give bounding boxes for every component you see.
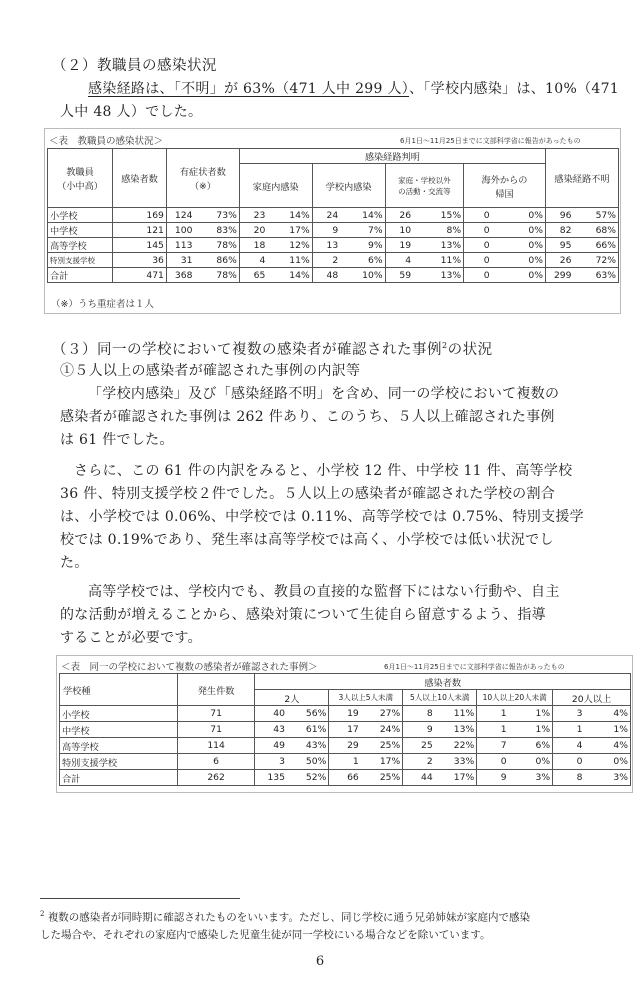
cell-count: 0 [464, 238, 492, 253]
cell-count: 1 [553, 722, 585, 738]
cell-percent: 9% [340, 238, 385, 253]
cell-count: 29 [329, 738, 361, 754]
cell-percent: 63% [573, 268, 618, 283]
t2-h-c3: 5人以上10人未満 [403, 690, 477, 706]
cell-count: 1 [477, 722, 509, 738]
section2-underlined-text: 感染経路は、「不明」が 63%（471 人中 299 人） [88, 81, 410, 97]
cell-count: 368 [166, 268, 194, 283]
cell-count: 4 [239, 253, 267, 268]
row-label: 合計 [48, 268, 113, 283]
footnote [40, 906, 600, 944]
cell-count: 40 [255, 706, 287, 722]
cell-count: 100 [166, 223, 194, 238]
t1-h-unknown: 感染経路不明 [545, 149, 618, 208]
cell-percent: 13% [413, 268, 463, 283]
cell-count: 114 [177, 738, 255, 754]
table2-caption-note: 6月1日～11月25日までに文部科学省に報告があったもの [384, 663, 565, 671]
cell-count: 43 [255, 722, 287, 738]
table-row [60, 722, 631, 738]
cell-percent: 33% [435, 754, 477, 770]
cell-percent: 0% [492, 208, 546, 223]
cell-count: 9 [312, 223, 340, 238]
section3-heading [52, 338, 493, 359]
cell-count: 82 [545, 223, 573, 238]
cell-percent: 86% [194, 253, 239, 268]
footnote-line1-text: 複数の感染者が同時期に確認されたものをいいます。ただし、同じ学校に通う兄弟姉妹が家庭内で感染 [47, 911, 530, 924]
section2-heading: （２）教職員の感染状況 [52, 58, 217, 74]
row-label: 中学校 [48, 223, 113, 238]
table2 [59, 673, 631, 786]
cell-count: 7 [477, 738, 509, 754]
cell-percent: 78% [194, 238, 239, 253]
row-label: 特別支援学校 [48, 253, 113, 268]
s3-p1-l3: は 61 件でした。 [60, 432, 174, 448]
cell-percent: 0% [492, 238, 546, 253]
section2-para-line1 [88, 78, 619, 101]
cell-percent: 10% [340, 268, 385, 283]
t1-h-symptom: 有症状者数 （※） [166, 149, 239, 208]
cell-percent: 1% [509, 722, 553, 738]
cell-count: 4 [385, 253, 413, 268]
t1-h-row-label: 教職員 （小中高） [48, 149, 113, 208]
section2-para-line2: 人中 48 人）でした。 [60, 104, 203, 120]
cell-percent: 66% [573, 238, 618, 253]
t1-h-route: 感染経路判明 [239, 149, 545, 164]
cell-count: 145 [113, 238, 167, 253]
table1-note: （※）うち重症者は１人 [51, 299, 154, 310]
t2-h-c2: 3人以上5人未満 [329, 690, 403, 706]
cell-count: 8 [403, 706, 435, 722]
cell-count: 0 [464, 253, 492, 268]
cell-percent: 6% [340, 253, 385, 268]
s3-p3-l3: することが必要です。 [60, 630, 202, 646]
cell-count: 65 [239, 268, 267, 283]
cell-count: 0 [464, 223, 492, 238]
cell-percent: 24% [361, 722, 403, 738]
cell-percent: 7% [340, 223, 385, 238]
cell-percent: 3% [585, 770, 631, 786]
cell-percent: 8% [413, 223, 463, 238]
cell-percent: 4% [585, 706, 631, 722]
cell-count: 124 [166, 208, 194, 223]
cell-count: 71 [177, 706, 255, 722]
t1-h-outside: 家庭・学校以外 の活動・交流等 [385, 164, 464, 208]
table-row [48, 208, 619, 223]
cell-percent: 4% [585, 738, 631, 754]
row-label: 小学校 [48, 208, 113, 223]
cell-count: 66 [329, 770, 361, 786]
cell-percent: 61% [287, 722, 329, 738]
cell-count: 0 [464, 208, 492, 223]
cell-percent: 14% [267, 268, 312, 283]
footnote-line2: した場合や、それぞれの家庭内で感染した児童生徒が同一学校にいる場合などを除いています。 [40, 928, 491, 941]
row-label: 特別支援学校 [60, 754, 178, 770]
cell-percent: 25% [361, 738, 403, 754]
cell-percent: 11% [435, 706, 477, 722]
cell-percent: 11% [413, 253, 463, 268]
s3-p1-l1: 「学校内感染」及び「感染経路不明」を含め、同一の学校において複数の [88, 386, 560, 402]
table-row [60, 754, 631, 770]
cell-percent: 11% [267, 253, 312, 268]
cell-count: 24 [312, 208, 340, 223]
footnote-line1 [40, 906, 600, 927]
cell-percent: 50% [287, 754, 329, 770]
cell-count: 26 [385, 208, 413, 223]
cell-count: 299 [545, 268, 573, 283]
cell-percent: 0% [585, 754, 631, 770]
cell-percent: 3% [509, 770, 553, 786]
cell-percent: 56% [287, 706, 329, 722]
cell-count: 1 [477, 706, 509, 722]
cell-count: 48 [312, 268, 340, 283]
footnote-mark: 2 [40, 910, 45, 918]
cell-count: 3 [553, 706, 585, 722]
cell-count: 2 [312, 253, 340, 268]
t1-h-home: 家庭内感染 [239, 164, 312, 208]
footnote-separator [40, 898, 240, 899]
t2-h-c1: 2人 [255, 690, 329, 706]
cell-count: 262 [177, 770, 255, 786]
cell-count: 471 [113, 268, 167, 283]
section3-heading-text-end: の状況 [447, 342, 493, 358]
cell-percent: 0% [492, 268, 546, 283]
cell-percent: 0% [492, 223, 546, 238]
cell-count: 2 [403, 754, 435, 770]
cell-count: 44 [403, 770, 435, 786]
cell-count: 96 [545, 208, 573, 223]
row-label: 小学校 [60, 706, 178, 722]
cell-count: 19 [385, 238, 413, 253]
s3-p2-l5: た。 [60, 555, 89, 571]
row-label: 合計 [60, 770, 178, 786]
t2-h-c4: 10人以上20人未満 [477, 690, 553, 706]
cell-percent: 27% [361, 706, 403, 722]
s3-p3-l2: 的な活動が増えることから、感染対策について生徒自ら留意するよう、指導 [60, 607, 546, 623]
cell-percent: 17% [435, 770, 477, 786]
cell-count: 135 [255, 770, 287, 786]
cell-count: 20 [239, 223, 267, 238]
t1-h-abroad: 海外からの 帰国 [464, 164, 546, 208]
cell-count: 0 [477, 754, 509, 770]
cell-count: 113 [166, 238, 194, 253]
cell-percent: 15% [413, 208, 463, 223]
cell-percent: 13% [435, 722, 477, 738]
cell-percent: 1% [509, 706, 553, 722]
table-row [48, 223, 619, 238]
cell-percent: 52% [287, 770, 329, 786]
cell-percent: 6% [509, 738, 553, 754]
cell-count: 17 [329, 722, 361, 738]
section3-footnote-ref: 2 [442, 341, 448, 351]
t2-h-count: 発生件数 [177, 674, 255, 706]
cell-count: 9 [403, 722, 435, 738]
section2-para-line1-rest: 、「学校内感染」は、10%（471 [409, 81, 620, 97]
table1-caption-note: 6月1日～11月25日までに文部科学省に報告があったもの [400, 137, 581, 145]
cell-percent: 13% [413, 238, 463, 253]
cell-count: 6 [177, 754, 255, 770]
cell-percent: 0% [509, 754, 553, 770]
cell-count: 8 [553, 770, 585, 786]
cell-count: 26 [545, 253, 573, 268]
cell-percent: 14% [340, 208, 385, 223]
table-total-row [48, 268, 619, 283]
cell-count: 121 [113, 223, 167, 238]
table-row [48, 253, 619, 268]
t2-h-infected: 感染者数 [255, 674, 631, 690]
cell-count: 95 [545, 238, 573, 253]
cell-count: 59 [385, 268, 413, 283]
t2-h-type: 学校種 [60, 674, 178, 706]
cell-count: 169 [113, 208, 167, 223]
table-row [60, 738, 631, 754]
cell-count: 18 [239, 238, 267, 253]
table-row [60, 706, 631, 722]
cell-percent: 57% [573, 208, 618, 223]
s3-p2-l1: さらに、この 61 件の内訳をみると、小学校 12 件、中学校 11 件、高等学校 [74, 463, 573, 479]
s3-p2-l4: 校では 0.19%であり、発生率は高等学校では高く、小学校では低い状況でし [60, 532, 554, 548]
cell-count: 4 [553, 738, 585, 754]
table-row [48, 238, 619, 253]
cell-count: 0 [553, 754, 585, 770]
s3-p2-l2: 36 件、特別支援学校２件でした。５人以上の感染者が確認された学校の割合 [60, 486, 556, 502]
cell-percent: 73% [194, 208, 239, 223]
s3-p3-l1: 高等学校では、学校内でも、教員の直接的な監督下にはない行動や、自主 [88, 584, 560, 600]
cell-count: 0 [464, 268, 492, 283]
cell-count: 36 [113, 253, 167, 268]
row-label: 中学校 [60, 722, 178, 738]
cell-count: 23 [239, 208, 267, 223]
table2-frame [56, 655, 633, 793]
table1-caption: ＜表 教職員の感染状況＞ [49, 136, 164, 147]
s3-p2-l3: は、小学校では 0.06%、中学校では 0.11%、高等学校では 0.75%、特別支援学 [60, 509, 584, 525]
cell-count: 1 [329, 754, 361, 770]
cell-count: 31 [166, 253, 194, 268]
table-total-row [60, 770, 631, 786]
section3-heading-text: （３）同一の学校において複数の感染者が確認された事例 [52, 342, 442, 358]
cell-percent: 78% [194, 268, 239, 283]
row-label: 高等学校 [60, 738, 178, 754]
section3-subheading: ①５人以上の感染者が確認された事例の内訳等 [60, 363, 361, 379]
cell-count: 25 [403, 738, 435, 754]
cell-percent: 72% [573, 253, 618, 268]
s3-p1-l2: 感染者が確認された事例は 262 件あり、このうち、５人以上確認された事例 [60, 409, 555, 425]
cell-percent: 68% [573, 223, 618, 238]
t1-h-school: 学校内感染 [312, 164, 385, 208]
cell-count: 19 [329, 706, 361, 722]
cell-percent: 0% [492, 253, 546, 268]
row-label: 高等学校 [48, 238, 113, 253]
cell-percent: 83% [194, 223, 239, 238]
cell-percent: 17% [267, 223, 312, 238]
table1 [47, 148, 619, 283]
cell-count: 71 [177, 722, 255, 738]
cell-percent: 22% [435, 738, 477, 754]
cell-percent: 25% [361, 770, 403, 786]
cell-count: 9 [477, 770, 509, 786]
cell-count: 49 [255, 738, 287, 754]
cell-count: 3 [255, 754, 287, 770]
cell-percent: 1% [585, 722, 631, 738]
cell-percent: 12% [267, 238, 312, 253]
cell-count: 10 [385, 223, 413, 238]
t2-h-c5: 20人以上 [553, 690, 631, 706]
cell-percent: 43% [287, 738, 329, 754]
table1-frame [44, 128, 621, 314]
cell-count: 13 [312, 238, 340, 253]
cell-percent: 17% [361, 754, 403, 770]
page-number: 6 [315, 954, 325, 969]
t1-h-infected: 感染者数 [113, 149, 167, 208]
cell-percent: 14% [267, 208, 312, 223]
table2-caption: ＜表 同一の学校において複数の感染者が確認された事例＞ [61, 662, 318, 673]
